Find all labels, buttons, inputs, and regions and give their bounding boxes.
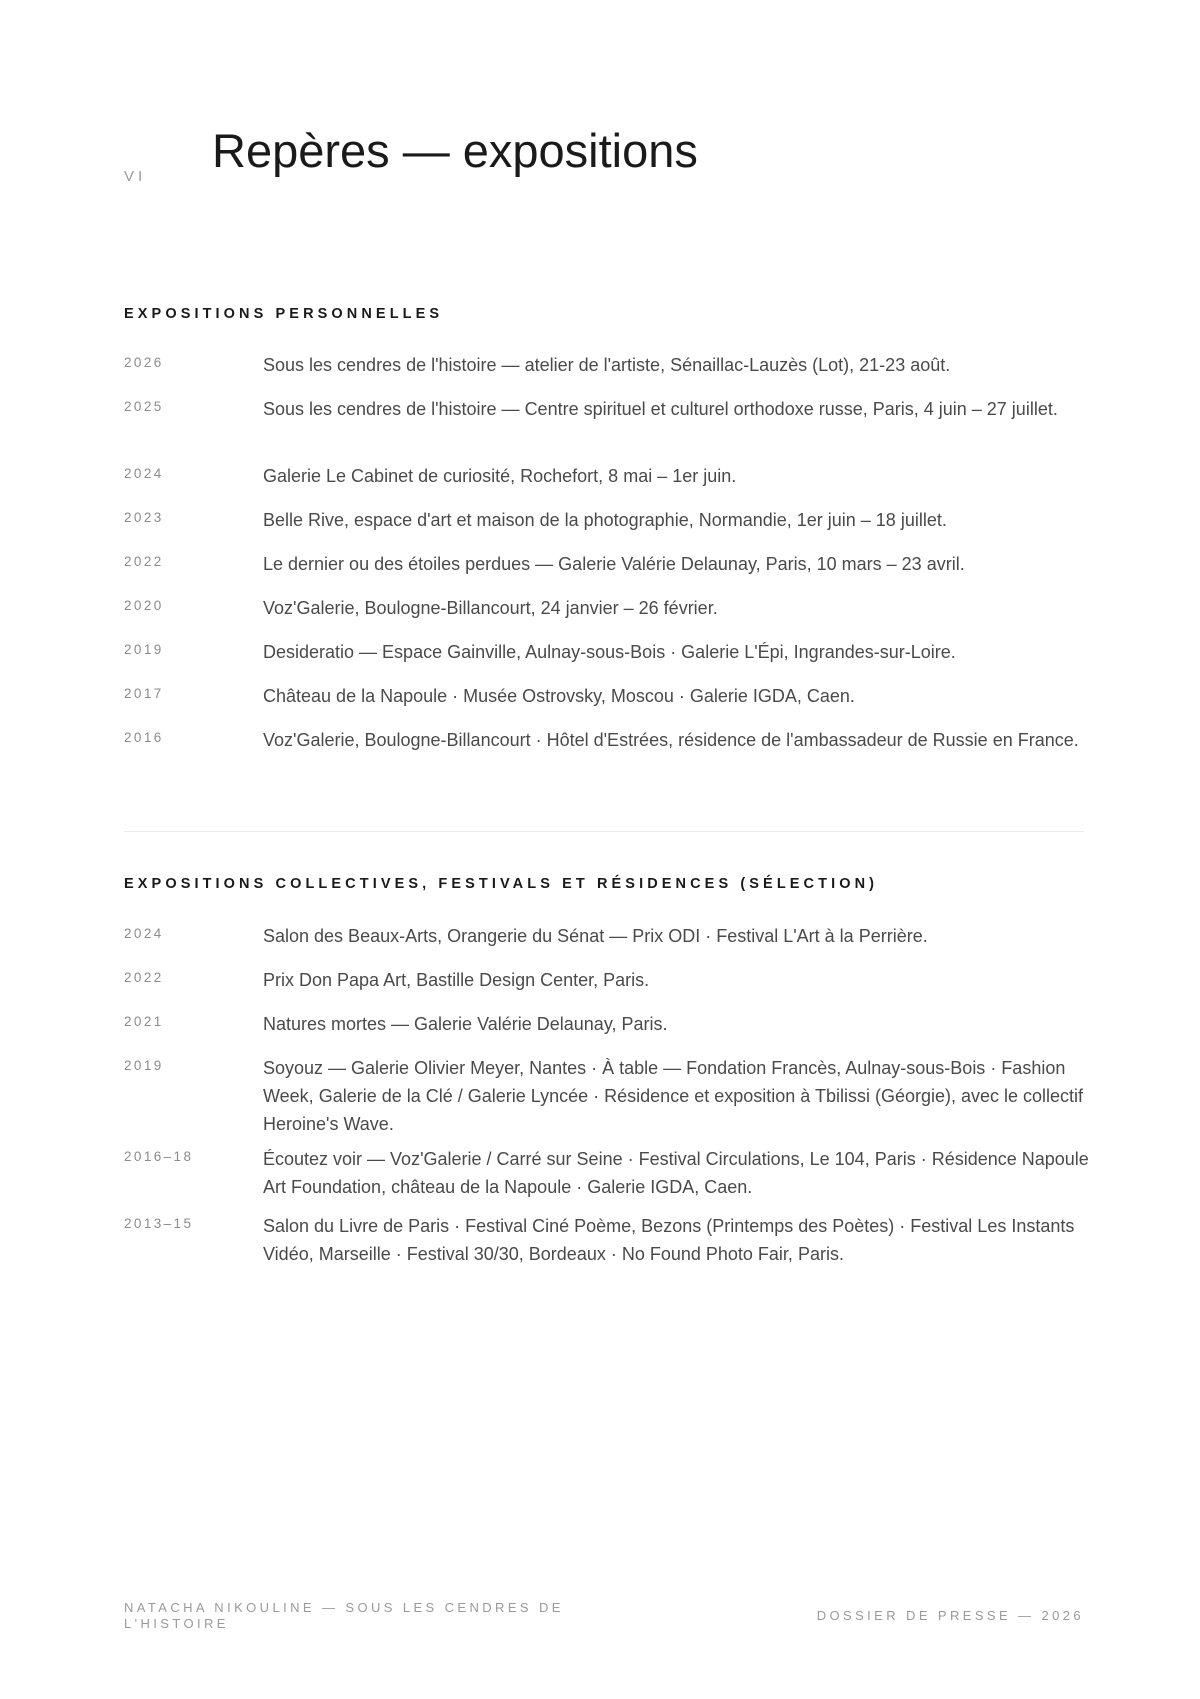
entry-text: Voz'Galerie, Boulogne-Billancourt · Hôtel d'Estrées, résidence de l'ambassadeur de Russie en France. [263,730,1079,750]
entry-year: 2019 [124,1058,164,1073]
entry-year: 2025 [124,399,164,414]
entry-year: 2024 [124,926,164,941]
entry-text: Salon des Beaux-Arts, Orangerie du Sénat — Prix ODI · Festival L'Art à la Perrière. [263,926,928,946]
entry-year: 2022 [124,970,164,985]
page-number: VI [124,168,147,185]
entry-year: 2016 [124,730,164,745]
entry-text: Belle Rive, espace d'art et maison de la photographie, Normandie, 1er juin – 18 juillet. [263,510,947,530]
entry-year: 2013–15 [124,1216,194,1231]
section-heading-collective: EXPOSITIONS COLLECTIVES, FESTIVALS ET RÉSIDENCES (SÉLECTION) [124,876,879,892]
page-title: Repères — expositions [212,124,698,177]
footer-left-text: NATACHA NIKOULINE — SOUS LES CENDRES DE L'HISTOIRE [124,1600,564,1631]
entry-text: Desideratio — Espace Gainville, Aulnay-sous-Bois · Galerie L'Épi, Ingrandes-sur-Loire. [263,642,956,662]
entry-year: 2016–18 [124,1149,194,1164]
entry-year: 2017 [124,686,164,701]
entry-year: 2019 [124,642,164,657]
entry-text: Sous les cendres de l'histoire — Centre spirituel et culturel orthodoxe russe, Paris, 4 juin – 27 juillet. [263,399,1058,419]
section-heading-personal: EXPOSITIONS PERSONNELLES [124,306,444,322]
footer-right-text: DOSSIER DE PRESSE — 2026 [816,1608,1084,1623]
section-divider [124,831,1084,832]
entry-text: Écoutez voir — Voz'Galerie / Carré sur Seine · Festival Circulations, Le 104, Paris · Résidence Napoule Art Foundation, château de la Napoule · Galerie IGDA, Caen. [263,1149,1089,1197]
entry-text: Prix Don Papa Art, Bastille Design Center, Paris. [263,970,650,990]
entry-year: 2023 [124,510,164,525]
entry-text: Voz'Galerie, Boulogne-Billancourt, 24 janvier – 26 février. [263,598,718,618]
entry-year: 2026 [124,355,164,370]
entry-text: Galerie Le Cabinet de curiosité, Rochefort, 8 mai – 1er juin. [263,466,737,486]
entry-text: Le dernier ou des étoiles perdues — Galerie Valérie Delaunay, Paris, 10 mars – 23 avril. [263,554,965,574]
entry-year: 2020 [124,598,164,613]
entry-year: 2022 [124,554,164,569]
entry-text: Sous les cendres de l'histoire — atelier de l'artiste, Sénaillac-Lauzès (Lot), 21-23 août. [263,355,951,375]
entry-text: Salon du Livre de Paris · Festival Ciné Poème, Bezons (Printemps des Poètes) · Festival Les Instants Vidéo, Marseille · Festival 30/30, Bordeaux · No Found Photo Fair, Paris. [263,1216,1075,1264]
entry-text: Soyouz — Galerie Olivier Meyer, Nantes · À table — Fondation Francès, Aulnay-sous-Bois · Fashion Week, Galerie de la Clé / Galerie Lyncée · Résidence et exposition à Tbilissi (Géorgie), avec le collectif Heroine's Wave. [263,1058,1084,1134]
entry-text: Natures mortes — Galerie Valérie Delaunay, Paris. [263,1014,668,1034]
entry-year: 2024 [124,466,164,481]
entry-year: 2021 [124,1014,164,1029]
entry-text: Château de la Napoule · Musée Ostrovsky, Moscou · Galerie IGDA, Caen. [263,686,855,706]
